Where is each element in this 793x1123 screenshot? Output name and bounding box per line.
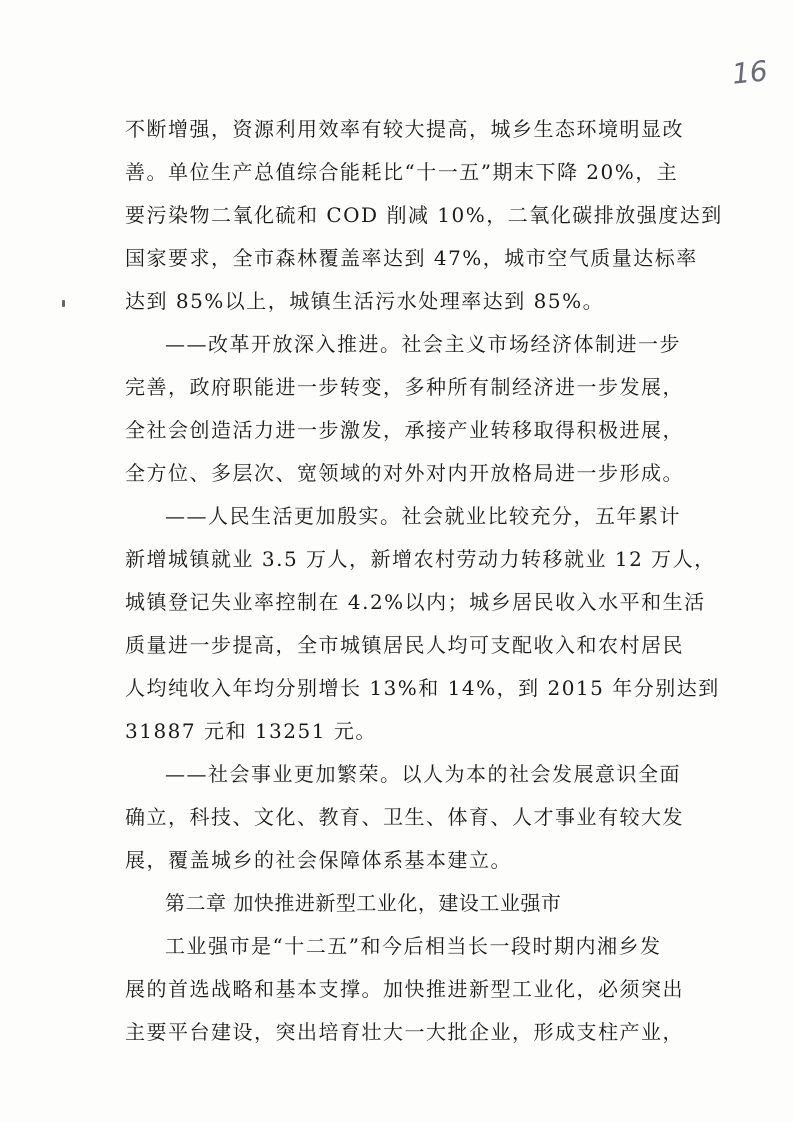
text-line: 展的首选战略和基本支撑。加快推进新型工业化，必须突出	[125, 977, 684, 1001]
page-number: 16	[730, 54, 770, 91]
stray-mark	[62, 300, 65, 307]
text-line: 完善，政府职能进一步转变，多种所有制经济进一步发展，	[125, 375, 684, 399]
text-line: 人均纯收入年均分别增长 13%和 14%，到 2015 年分别达到	[125, 676, 720, 700]
text-line: 31887 元和 13251 元。	[125, 719, 377, 743]
paragraph-lead-line: ——社会事业更加繁荣。以人为本的社会发展意识全面	[165, 762, 681, 786]
paragraph-lead-line: 工业强市是“十二五”和今后相当长一段时期内湘乡发	[165, 934, 662, 958]
text-line: 全方位、多层次、宽领域的对外对内开放格局进一步形成。	[125, 461, 684, 485]
text-line: 善。单位生产总值综合能耗比“十一五”期末下降 20%，主	[125, 160, 679, 184]
text-line: 城镇登记失业率控制在 4.2%以内；城乡居民收入水平和生活	[125, 590, 706, 614]
text-line: 国家要求，全市森林覆盖率达到 47%，城市空气质量达标率	[125, 246, 698, 270]
paragraph-lead-line: ——人民生活更加殷实。社会就业比较充分，五年累计	[165, 504, 681, 528]
text-line: 展，覆盖城乡的社会保障体系基本建立。	[125, 848, 512, 872]
text-line: 不断增强，资源利用效率有较大提高，城乡生态环境明显改	[125, 117, 684, 141]
text-line: 要污染物二氧化硫和 COD 削减 10%，二氧化碳排放强度达到	[125, 203, 723, 227]
text-line: 新增城镇就业 3.5 万人，新增农村劳动力转移就业 12 万人，	[125, 547, 716, 571]
text-line: 质量进一步提高，全市城镇居民人均可支配收入和农村居民	[125, 633, 684, 657]
paragraph-lead-line: ——改革开放深入推进。社会主义市场经济体制进一步	[165, 332, 681, 356]
text-line: 确立，科技、文化、教育、卫生、体育、人才事业有较大发	[125, 805, 684, 829]
text-line: 达到 85%以上，城镇生活污水处理率达到 85%。	[125, 289, 605, 313]
text-line: 全社会创造活力进一步激发，承接产业转移取得积极进展，	[125, 418, 684, 442]
chapter-heading: 第二章 加快推进新型工业化，建设工业强市	[165, 891, 562, 915]
text-line: 主要平台建设，突出培育壮大一大批企业，形成支柱产业，	[125, 1020, 684, 1044]
